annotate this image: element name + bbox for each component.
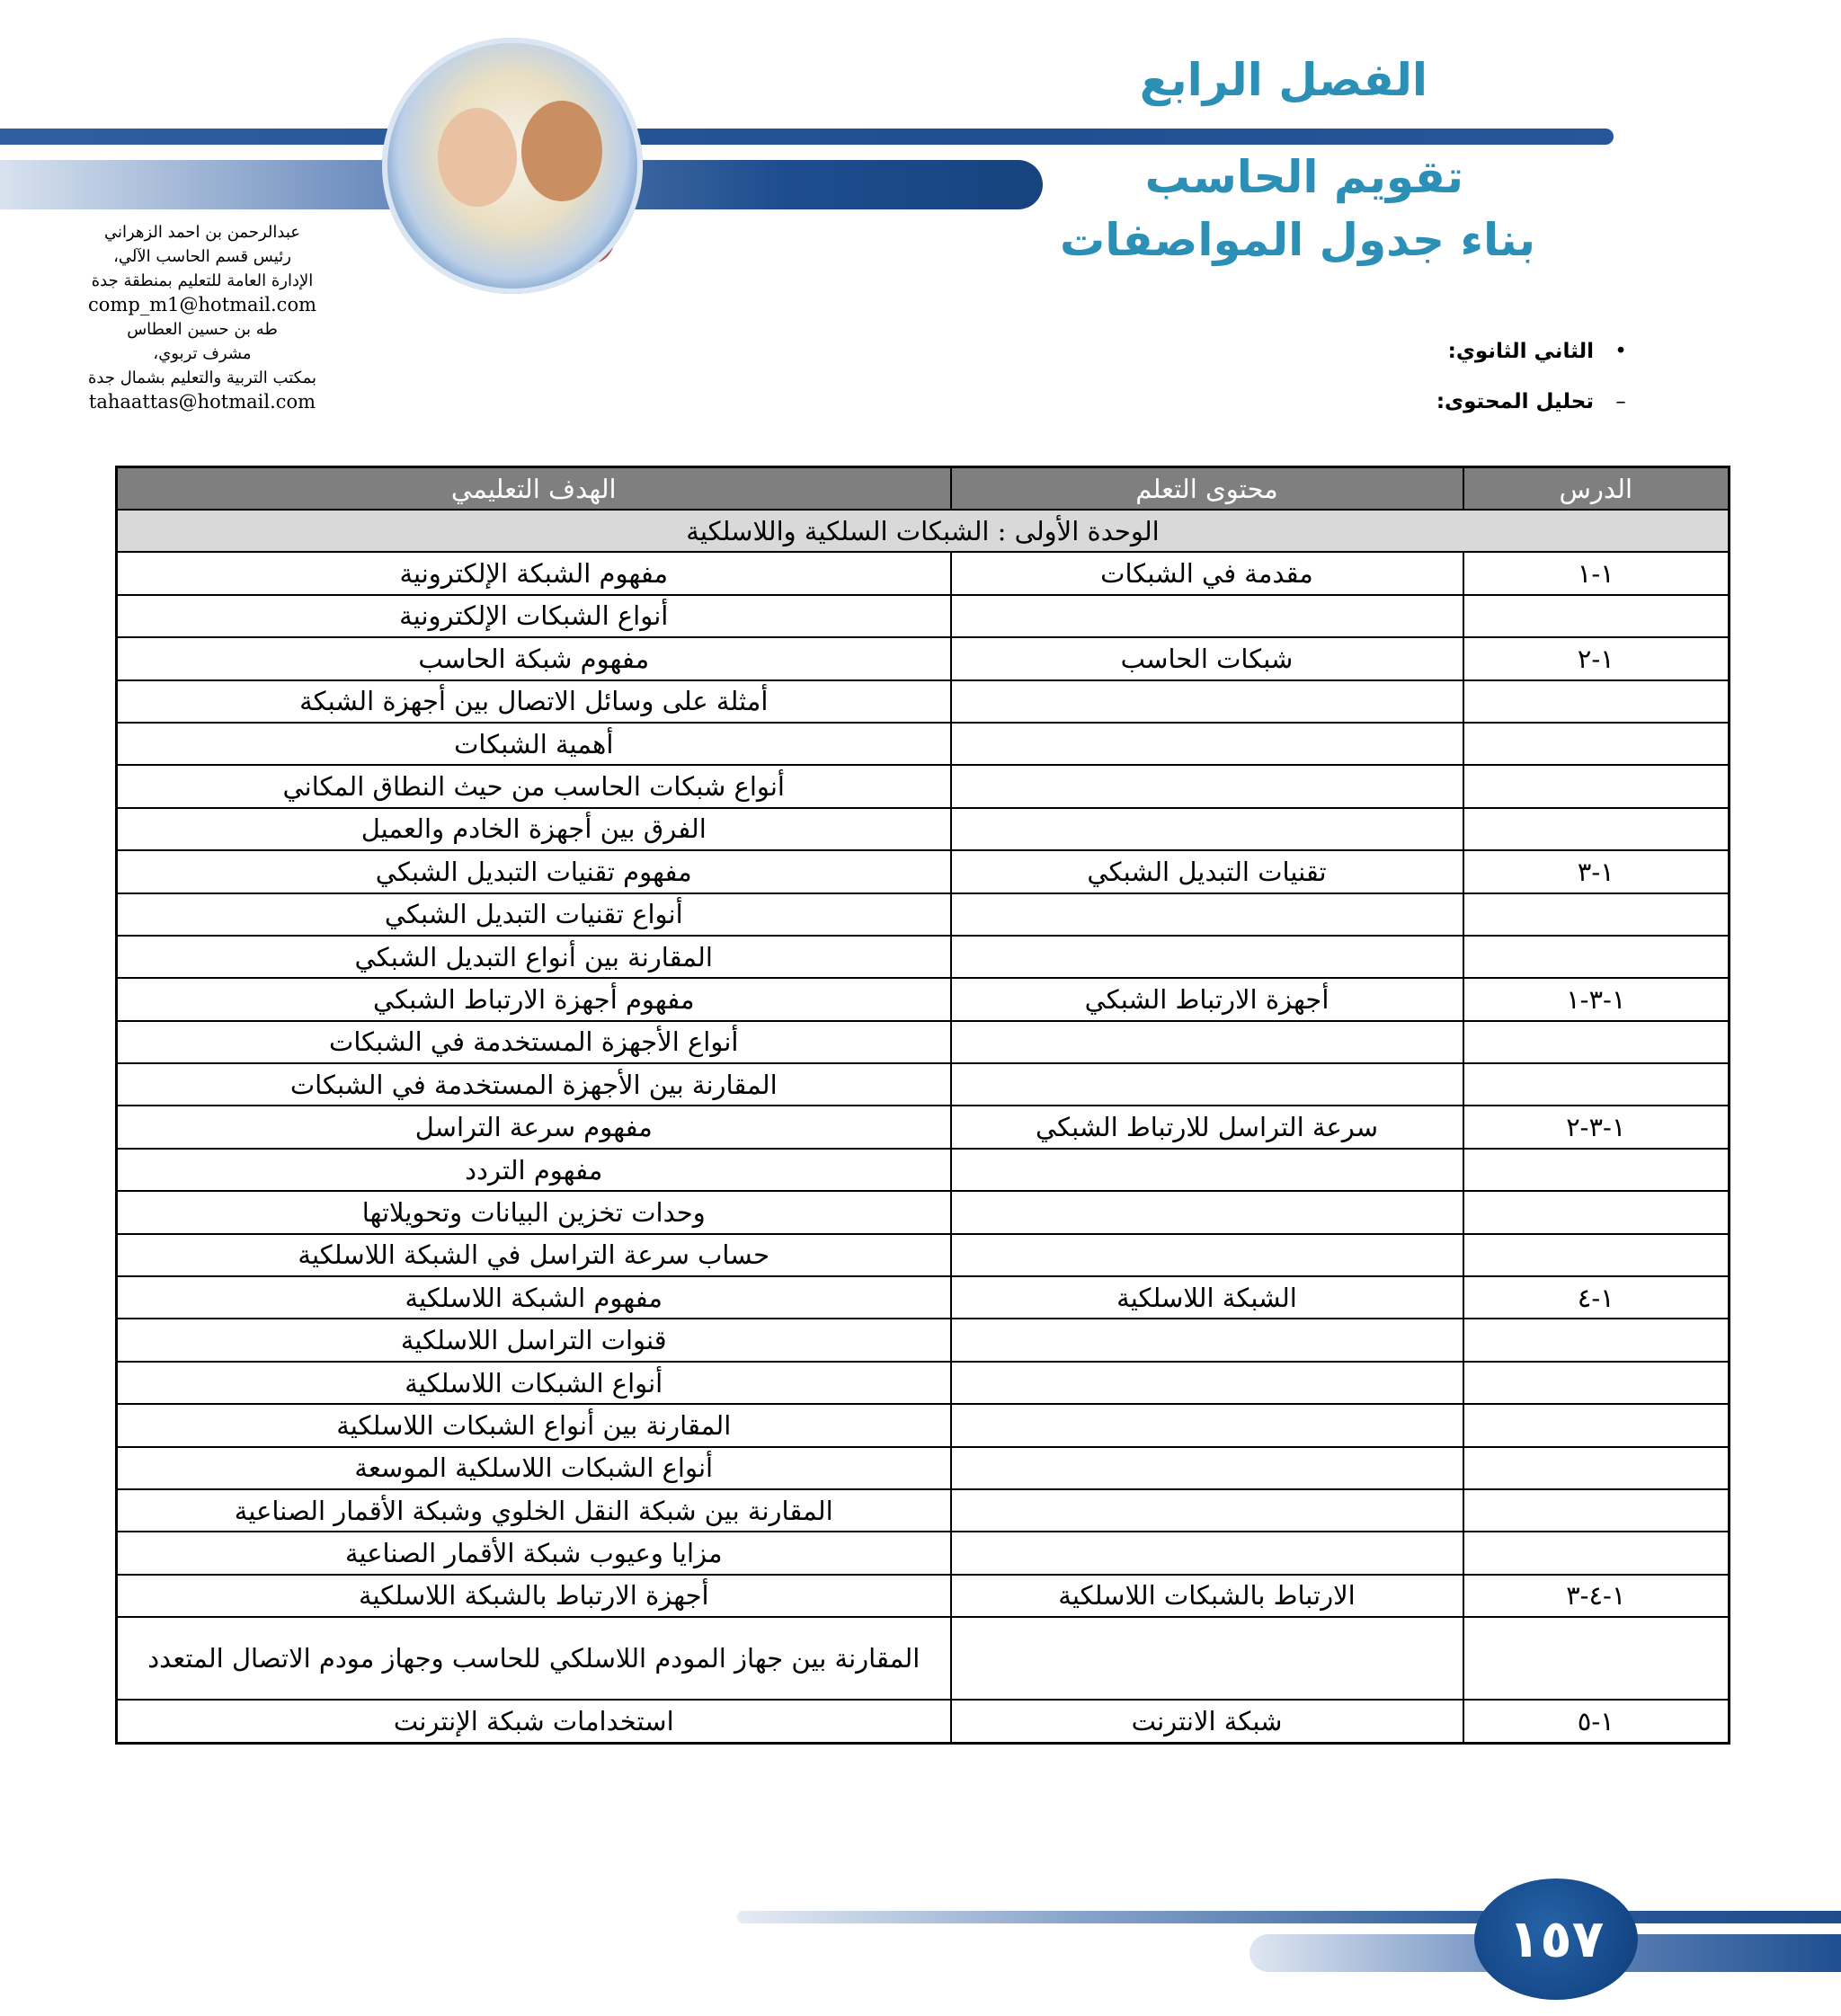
topic-title: بناء جدول المواصفات: [1060, 214, 1535, 266]
table-row: [117, 1617, 1730, 1700]
table-row: [117, 1319, 1730, 1361]
content-analysis-table: [115, 466, 1730, 1745]
table-row: [117, 552, 1730, 594]
table-row: [117, 765, 1730, 807]
cell-lesson: ١-٣-٢: [1463, 1106, 1730, 1148]
cell-objective: مفهوم التردد: [117, 1149, 951, 1191]
analysis-label: تحليل المحتوى:: [1436, 390, 1594, 413]
table-row: [117, 936, 1730, 978]
cell-objective: أنواع الشبكات الإلكترونية: [117, 595, 951, 637]
cell-lesson: [1463, 893, 1730, 936]
author-info: [81, 220, 324, 414]
table-row: [117, 1063, 1730, 1106]
cell-lesson: ١-٣: [1463, 850, 1730, 893]
cell-lesson: [1463, 1447, 1730, 1489]
cell-content: [951, 808, 1463, 850]
header-content: محتوى التعلم: [951, 467, 1463, 511]
cell-objective: الفرق بين أجهزة الخادم والعميل: [117, 808, 951, 850]
table-row: [117, 1404, 1730, 1446]
header-lesson: الدرس: [1463, 467, 1730, 511]
author-name-2: طه بن حسين العطاس: [127, 320, 278, 339]
cell-content: [951, 1447, 1463, 1489]
subject-title: تقويم الحاسب: [1144, 151, 1463, 203]
cell-content: [951, 1063, 1463, 1106]
cell-objective: مزايا وعيوب شبكة الأقمار الصناعية: [117, 1532, 951, 1574]
table-row: [117, 850, 1730, 893]
cell-lesson: [1463, 1319, 1730, 1361]
table-row: [117, 1362, 1730, 1404]
cell-lesson: [1463, 1063, 1730, 1106]
cell-lesson: [1463, 1532, 1730, 1574]
cell-lesson: [1463, 595, 1730, 637]
cell-content: [951, 595, 1463, 637]
cell-content: [951, 1617, 1463, 1700]
table-row: [117, 1700, 1730, 1743]
authors-portrait: [382, 38, 643, 294]
table-row: [117, 978, 1730, 1020]
cell-content: [951, 723, 1463, 765]
cell-objective: المقارنة بين شبكة النقل الخلوي وشبكة الأقمار الصناعية: [117, 1489, 951, 1532]
cell-content: [951, 1404, 1463, 1446]
cell-lesson: [1463, 1191, 1730, 1233]
cell-objective: أنواع تقنيات التبديل الشبكي: [117, 893, 951, 936]
footer-band-thin: [737, 1911, 1841, 1923]
cell-objective: أنواع الشبكات اللاسلكية الموسعة: [117, 1447, 951, 1489]
cell-content: [951, 1149, 1463, 1191]
table-row: [117, 595, 1730, 637]
cell-objective: أنواع الشبكات اللاسلكية: [117, 1362, 951, 1404]
header-band-top: [0, 129, 1614, 145]
author-role-1: رئيس قسم الحاسب الآلي،: [113, 247, 291, 266]
cell-lesson: ١-٢: [1463, 637, 1730, 679]
cell-content: [951, 1362, 1463, 1404]
table-row: [117, 808, 1730, 850]
cell-objective: أنواع شبكات الحاسب من حيث النطاق المكاني: [117, 765, 951, 807]
cell-lesson: [1463, 1021, 1730, 1063]
cell-objective: المقارنة بين جهاز المودم اللاسلكي للحاسب وجهاز مودم الاتصال المتعدد: [117, 1617, 951, 1700]
page-number: ١٥٧: [1474, 1878, 1638, 2000]
cell-lesson: ١-٥: [1463, 1700, 1730, 1743]
cell-content: الارتباط بالشبكات اللاسلكية: [951, 1575, 1463, 1617]
cell-content: تقنيات التبديل الشبكي: [951, 850, 1463, 893]
cell-objective: المقارنة بين أنواع الشبكات اللاسلكية: [117, 1404, 951, 1446]
table-row: [117, 1575, 1730, 1617]
cell-objective: المقارنة بين الأجهزة المستخدمة في الشبكات: [117, 1063, 951, 1106]
cell-content: الشبكة اللاسلكية: [951, 1276, 1463, 1319]
table-row: [117, 1021, 1730, 1063]
cell-objective: مفهوم تقنيات التبديل الشبكي: [117, 850, 951, 893]
cell-objective: أهمية الشبكات: [117, 723, 951, 765]
table-row: [117, 893, 1730, 936]
cell-content: مقدمة في الشبكات: [951, 552, 1463, 594]
table-row: [117, 637, 1730, 679]
cell-content: [951, 680, 1463, 723]
author-org-1: الإدارة العامة للتعليم بمنطقة جدة: [91, 271, 314, 290]
grade-label: الثاني الثانوي:: [1447, 340, 1594, 363]
cell-content: [951, 1021, 1463, 1063]
cell-objective: أجهزة الارتباط بالشبكة اللاسلكية: [117, 1575, 951, 1617]
cell-content: [951, 1532, 1463, 1574]
cell-objective: وحدات تخزين البيانات وتحويلاتها: [117, 1191, 951, 1233]
author-org-2: بمكتب التربية والتعليم بشمال جدة: [88, 369, 316, 387]
cell-objective: أنواع الأجهزة المستخدمة في الشبكات: [117, 1021, 951, 1063]
cell-lesson: [1463, 1362, 1730, 1404]
cell-objective: مفهوم أجهزة الارتباط الشبكي: [117, 978, 951, 1020]
table-row: [117, 723, 1730, 765]
table-row: [117, 1106, 1730, 1148]
author-email-1: comp_m1@hotmail.com: [88, 294, 316, 315]
cell-objective: أمثلة على وسائل الاتصال بين أجهزة الشبكة: [117, 680, 951, 723]
author-face-left: [438, 108, 517, 207]
analysis-bullet: [1436, 390, 1648, 413]
cell-lesson: [1463, 1489, 1730, 1532]
grade-bullet: [1448, 340, 1648, 363]
table-row: [117, 1191, 1730, 1233]
cell-content: [951, 936, 1463, 978]
author-role-2: مشرف تربوي،: [153, 344, 252, 363]
table-row: [117, 1447, 1730, 1489]
cell-content: سرعة التراسل للارتباط الشبكي: [951, 1106, 1463, 1148]
cell-lesson: ١-٤: [1463, 1276, 1730, 1319]
table-header-row: [117, 467, 1730, 511]
cell-lesson: [1463, 1234, 1730, 1276]
table-row: [117, 680, 1730, 723]
cell-content: أجهزة الارتباط الشبكي: [951, 978, 1463, 1020]
cell-lesson: [1463, 936, 1730, 978]
cell-content: [951, 1234, 1463, 1276]
unit-title: الوحدة الأولى : الشبكات السلكية واللاسلكية: [117, 510, 1730, 552]
table-row: [117, 1234, 1730, 1276]
cell-objective: حساب سرعة التراسل في الشبكة اللاسلكية: [117, 1234, 951, 1276]
cell-content: [951, 1191, 1463, 1233]
cell-content: شبكة الانترنت: [951, 1700, 1463, 1743]
cell-objective: مفهوم الشبكة الإلكترونية: [117, 552, 951, 594]
header-objective: الهدف التعليمي: [117, 467, 951, 511]
cell-objective: مفهوم شبكة الحاسب: [117, 637, 951, 679]
cell-content: [951, 765, 1463, 807]
author-email-2: tahaattas@hotmail.com: [88, 391, 316, 413]
table-row: [117, 1276, 1730, 1319]
cell-objective: المقارنة بين أنواع التبديل الشبكي: [117, 936, 951, 978]
cell-objective: مفهوم الشبكة اللاسلكية: [117, 1276, 951, 1319]
author-face-right: [521, 101, 602, 201]
cell-lesson: [1463, 723, 1730, 765]
bullet-dot-icon: •: [1614, 340, 1627, 363]
cell-content: [951, 893, 1463, 936]
cell-content: [951, 1489, 1463, 1532]
table-row: [117, 1532, 1730, 1574]
chapter-title: الفصل الرابع: [1139, 54, 1427, 106]
cell-lesson: [1463, 808, 1730, 850]
cell-lesson: ١-٣-١: [1463, 978, 1730, 1020]
cell-lesson: ١-٤-٣: [1463, 1575, 1730, 1617]
cell-lesson: [1463, 1617, 1730, 1700]
unit-row: [117, 510, 1730, 552]
table-row: [117, 1149, 1730, 1191]
cell-content: شبكات الحاسب: [951, 637, 1463, 679]
cell-lesson: [1463, 1149, 1730, 1191]
cell-lesson: [1463, 1404, 1730, 1446]
cell-lesson: [1463, 765, 1730, 807]
author-name-1: عبدالرحمن بن احمد الزهراني: [104, 223, 300, 242]
cell-lesson: ١-١: [1463, 552, 1730, 594]
cell-lesson: [1463, 680, 1730, 723]
cell-objective: مفهوم سرعة التراسل: [117, 1106, 951, 1148]
bullet-dash-icon: –: [1615, 390, 1626, 413]
table-row: [117, 1489, 1730, 1532]
cell-objective: قنوات التراسل اللاسلكية: [117, 1319, 951, 1361]
cell-content: [951, 1319, 1463, 1361]
cell-objective: استخدامات شبكة الإنترنت: [117, 1700, 951, 1743]
